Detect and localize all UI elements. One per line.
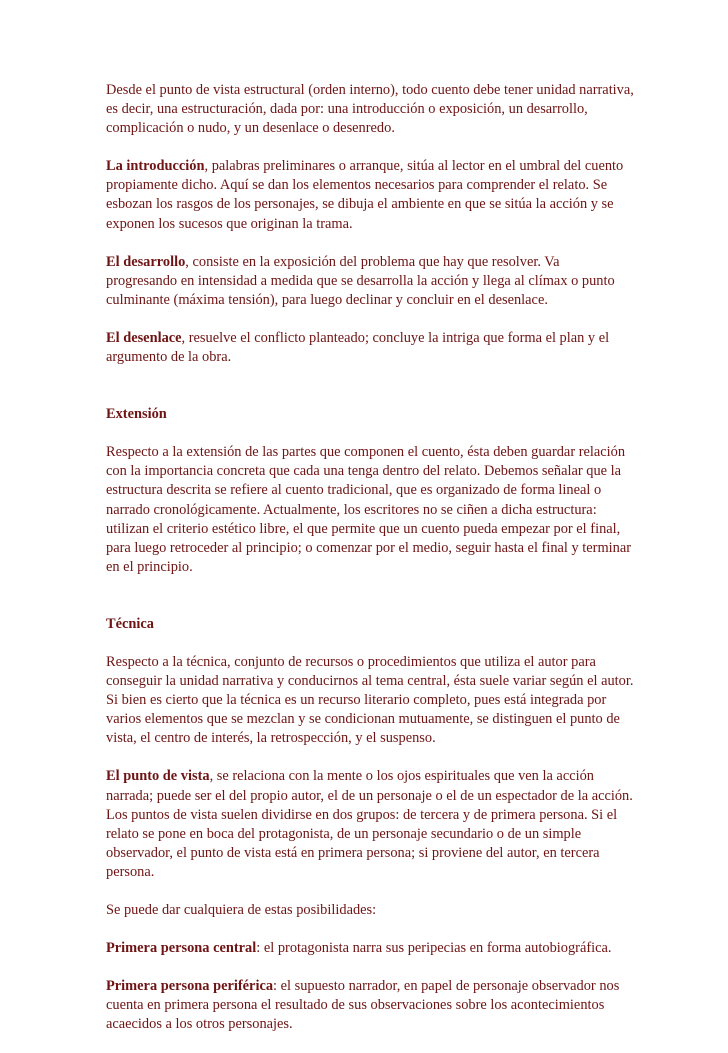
- introduccion-paragraph: [106, 157, 634, 233]
- desarrollo-paragraph: [106, 253, 634, 310]
- extension-paragraph: Respecto a la extensión de las partes que componen el cuento, ésta deben guardar relación con la importancia concreta que cada una tenga dentro del relato. Debemos señalar que la estructura descrita se refiere al cuento tradicional, que es organizado de forma lineal o narrado cronológicamente. Actualmente, los escritores no se ciñen a dicha estructura: utilizan el criterio estético libre, el que permite que un cuento pueda empezar por el final, para luego retroceder al principio; o comenzar por el medio, seguir hasta el final y terminar en el principio.: [106, 444, 632, 575]
- punto-de-vista-paragraph: [106, 767, 634, 882]
- primera-central-term: Primera persona central: [106, 940, 257, 957]
- desenlace-paragraph: [106, 329, 634, 367]
- punto-de-vista-text: , se relaciona con la mente o los ojos espirituales que ven la acción narrada; puede ser el del propio autor, el de un personaje o el de un espectador de la acción. Los puntos de vista suelen dividirse en dos grupos: de tercera y de primera persona. Si el relato se pone en boca del protagonista, de un personaje secundario o de un simple observador, el punto de vista está en primera persona; si proviene del autor, en tercera persona.: [106, 768, 633, 880]
- primera-periferica-text: : el supuesto narrador, en papel de personaje observador nos cuenta en primera persona el resultado de sus observaciones sobre los acontecimientos acaecidos a los otros personajes.: [106, 978, 620, 1033]
- posibilidades-paragraph: Se puede dar cualquiera de estas posibilidades:: [106, 902, 377, 918]
- desenlace-term: El desenlace: [106, 329, 182, 346]
- introduccion-text: , palabras preliminares o arranque, sitúa al lector en el umbral del cuento propiamente dicho. Aquí se dan los elementos necesarios para comprender el relato. Se esbozan los rasgos de los personajes, se dibuja el ambiente en que se sitúa la acción y se exponen los sucesos que originan la trama.: [106, 158, 624, 232]
- desenlace-text: , resuelve el conflicto planteado; concluye la intriga que forma el plan y el argumento de la obra.: [106, 329, 610, 366]
- primera-periferica-term: Primera persona periférica: [106, 978, 274, 995]
- intro-paragraph: Desde el punto de vista estructural (orden interno), todo cuento debe tener unidad narrativa, es decir, una estructuración, dada por: una introducción o exposición, un desarrollo, complicación o nudo, y un desenlace o desenredo.: [106, 82, 634, 137]
- extension-heading: Extensión: [106, 406, 167, 423]
- primera-central-text: : el protagonista narra sus peripecias en forma autobiográfica.: [256, 940, 612, 957]
- primera-periferica-paragraph: [106, 977, 634, 1034]
- document-body: [106, 81, 634, 1053]
- desarrollo-term: El desarrollo: [106, 253, 186, 270]
- primera-central-paragraph: [106, 939, 634, 958]
- tecnica-paragraph: Respecto a la técnica, conjunto de recursos o procedimientos que utiliza el autor para conseguir la unidad narrativa y conducirnos al tema central, ésta suele variar según el autor. Si bien es cierto que la técnica es un recurso literario completo, pues está integrada por varios elementos que se mezclan y se condicionan mutuamente, se distinguen el punto de vista, el centro de interés, la retrospección, y el suspenso.: [106, 653, 634, 747]
- desarrollo-text: , consiste en la exposición del problema que hay que resolver. Va progresando en intensidad a medida que se desarrolla la acción y llega al clímax o punto culminante (máxima tensión), para luego declinar y concluir en el desenlace.: [106, 253, 615, 308]
- introduccion-term: La introducción: [106, 158, 205, 175]
- tecnica-heading: Técnica: [106, 615, 154, 632]
- punto-de-vista-term: El punto de vista: [106, 768, 210, 785]
